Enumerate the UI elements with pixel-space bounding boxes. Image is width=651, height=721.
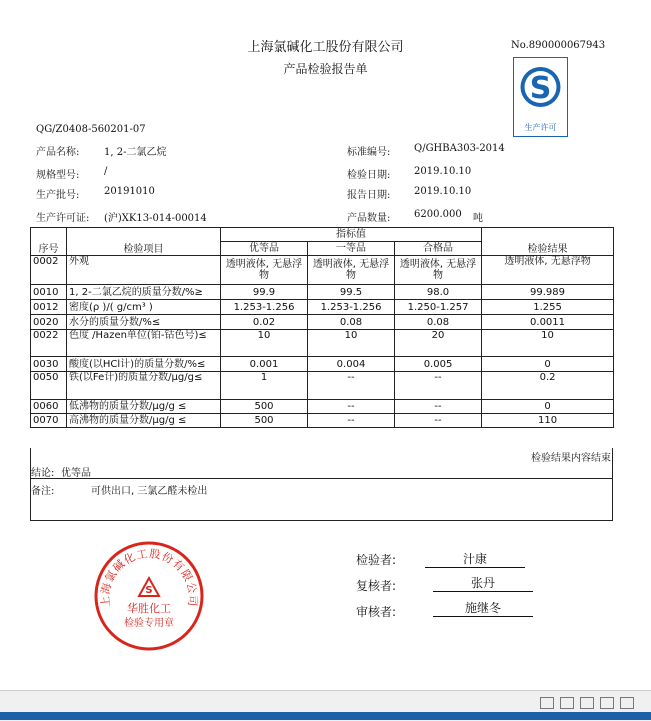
table-row: [31, 414, 614, 428]
svg-text:S: S: [145, 585, 153, 596]
table-row: [31, 357, 614, 372]
inspection-table: [30, 227, 614, 428]
cell-grade-qualified: 0.08: [395, 315, 482, 330]
cell-item: 外观: [67, 256, 221, 285]
header-result: 检验结果: [482, 228, 614, 256]
cell-seq: 0012: [31, 300, 67, 315]
cell-grade-premium: 0.02: [221, 315, 308, 330]
meta-license-label: 生产许可证:: [36, 213, 90, 224]
meta-product-name-label: 产品名称:: [36, 147, 80, 158]
cell-result: 0.2: [482, 372, 614, 400]
cell-item: 酸度(以HCl计)的质量分数/%≤: [67, 357, 221, 372]
stamp-line1: 华胜化工: [127, 602, 171, 615]
cell-grade-first: 10: [308, 330, 395, 357]
meta-inspection-date-value: 2019.10.10: [414, 166, 472, 177]
cell-grade-qualified: 透明液体, 无悬浮物: [395, 256, 482, 285]
cell-seq: 0030: [31, 357, 67, 372]
meta-quantity-label: 产品数量:: [347, 213, 391, 224]
cell-grade-first: 0.08: [308, 315, 395, 330]
cell-seq: 0050: [31, 372, 67, 400]
meta-quantity-value: 6200.000: [414, 209, 462, 220]
header-seq: 序号: [31, 228, 67, 256]
cell-seq: 0022: [31, 330, 67, 357]
cell-item: 色度 /Hazen单位(铂-钴色号)≤: [67, 330, 221, 357]
reviewer-signature: 张丹: [433, 574, 533, 592]
cell-grade-qualified: --: [395, 414, 482, 428]
cell-result: 0.0011: [482, 315, 614, 330]
table-row: [31, 372, 614, 400]
tool-icon[interactable]: [600, 697, 614, 709]
inspector-label: 检验者:: [356, 553, 397, 567]
cell-grade-first: 透明液体, 无悬浮物: [308, 256, 395, 285]
cell-grade-premium: 1.253-1.256: [221, 300, 308, 315]
meta-spec-value: /: [104, 166, 108, 177]
cell-item: 高沸物的质量分数/μg/g ≤: [67, 414, 221, 428]
meta-spec-label: 规格型号:: [36, 170, 80, 181]
cell-grade-first: --: [308, 414, 395, 428]
cell-result: 110: [482, 414, 614, 428]
cell-grade-premium: 500: [221, 400, 308, 414]
cell-result: 透明液体, 无悬浮物: [482, 256, 614, 285]
cell-grade-qualified: 1.250-1.257: [395, 300, 482, 315]
cell-item: 低沸物的质量分数/μg/g ≤: [67, 400, 221, 414]
cell-result: 1.255: [482, 300, 614, 315]
tool-icon[interactable]: [560, 697, 574, 709]
table-row: [31, 315, 614, 330]
production-license-logo: [513, 57, 568, 137]
cell-seq: 0070: [31, 414, 67, 428]
stamp-ring-text: 上海氯碱化工股份有限公司: [98, 547, 200, 608]
approver-signature: 施继冬: [433, 599, 533, 617]
approver-label: 审核者:: [356, 605, 397, 619]
cell-grade-premium: 99.9: [221, 285, 308, 300]
stamp-line2: 检验专用章: [124, 618, 174, 629]
meta-license-value: (沪)XK13-014-00014: [104, 213, 207, 224]
cell-grade-first: --: [308, 400, 395, 414]
cell-seq: 0002: [31, 256, 67, 285]
inspector-signature: 汁康: [425, 550, 525, 568]
table-end-note: 检验结果内容结束: [531, 453, 611, 464]
cell-grade-qualified: --: [395, 400, 482, 414]
report-title: 产品检验报告单: [283, 62, 368, 76]
cell-result: 0: [482, 400, 614, 414]
cell-grade-premium: 透明液体, 无悬浮物: [221, 256, 308, 285]
document-number: No.890000067943: [511, 40, 606, 51]
tool-icon[interactable]: [620, 697, 634, 709]
meta-quantity-unit: 吨: [473, 213, 483, 224]
cell-grade-qualified: --: [395, 372, 482, 400]
conclusion-remarks-box: [30, 448, 613, 521]
cell-grade-qualified: 98.0: [395, 285, 482, 300]
header-grade-premium: 优等品: [221, 242, 308, 256]
tool-icon[interactable]: [580, 697, 594, 709]
remarks-value: 可供出口, 三氯乙醛未检出: [91, 486, 208, 497]
cell-item: 密度(ρ )/( g/cm³ ): [67, 300, 221, 315]
table-row: [31, 285, 614, 300]
cell-grade-premium: 500: [221, 414, 308, 428]
meta-inspection-date-label: 检验日期:: [347, 170, 391, 181]
remarks-label: 备注:: [31, 486, 55, 497]
cell-seq: 0020: [31, 315, 67, 330]
cell-grade-qualified: 20: [395, 330, 482, 357]
os-taskbar-strip: [0, 712, 651, 720]
reference-code: QG/Z0408-560201-07: [36, 124, 146, 135]
cell-grade-first: 1.253-1.256: [308, 300, 395, 315]
tool-icon[interactable]: [540, 697, 554, 709]
inspection-stamp: [93, 540, 205, 652]
meta-product-name-value: 1, 2-二氯乙烷: [104, 147, 167, 158]
divider: [31, 478, 612, 479]
header-grade-qualified: 合格品: [395, 242, 482, 256]
cell-result: 99.989: [482, 285, 614, 300]
table-row: [31, 256, 614, 285]
reviewer-label: 复核者:: [356, 579, 397, 593]
cell-grade-qualified: 0.005: [395, 357, 482, 372]
conclusion-value: 优等品: [61, 468, 91, 479]
cell-seq: 0060: [31, 400, 67, 414]
cell-item: 铁(以Fe计)的质量分数/μg/g≤: [67, 372, 221, 400]
header-grade-first: 一等品: [308, 242, 395, 256]
cell-item: 水分的质量分数/%≤: [67, 315, 221, 330]
cell-grade-premium: 1: [221, 372, 308, 400]
license-logo-text: 生产许可: [524, 123, 557, 132]
table-row: [31, 330, 614, 357]
table-row: [31, 300, 614, 315]
conclusion-label: 结论:: [31, 468, 55, 479]
meta-batch-label: 生产批号:: [36, 190, 80, 201]
meta-report-date-value: 2019.10.10: [414, 186, 472, 197]
meta-batch-value: 20191010: [104, 186, 155, 197]
meta-report-date-label: 报告日期:: [347, 190, 391, 201]
cell-item: 1, 2-二氯乙烷的质量分数/%≥: [67, 285, 221, 300]
cell-grade-premium: 10: [221, 330, 308, 357]
cell-grade-premium: 0.001: [221, 357, 308, 372]
company-name: 上海氯碱化工股份有限公司: [247, 40, 404, 55]
meta-standard-label: 标准编号:: [347, 147, 391, 158]
header-item: 检验项目: [67, 228, 221, 256]
svg-text:S: S: [529, 71, 552, 106]
cell-result: 10: [482, 330, 614, 357]
cell-seq: 0010: [31, 285, 67, 300]
cell-grade-first: --: [308, 372, 395, 400]
cell-result: 0: [482, 357, 614, 372]
meta-standard-value: Q/GHBA303-2014: [414, 143, 505, 154]
header-spec: 指标值: [221, 228, 482, 242]
table-row: [31, 400, 614, 414]
cell-grade-first: 0.004: [308, 357, 395, 372]
cell-grade-first: 99.5: [308, 285, 395, 300]
